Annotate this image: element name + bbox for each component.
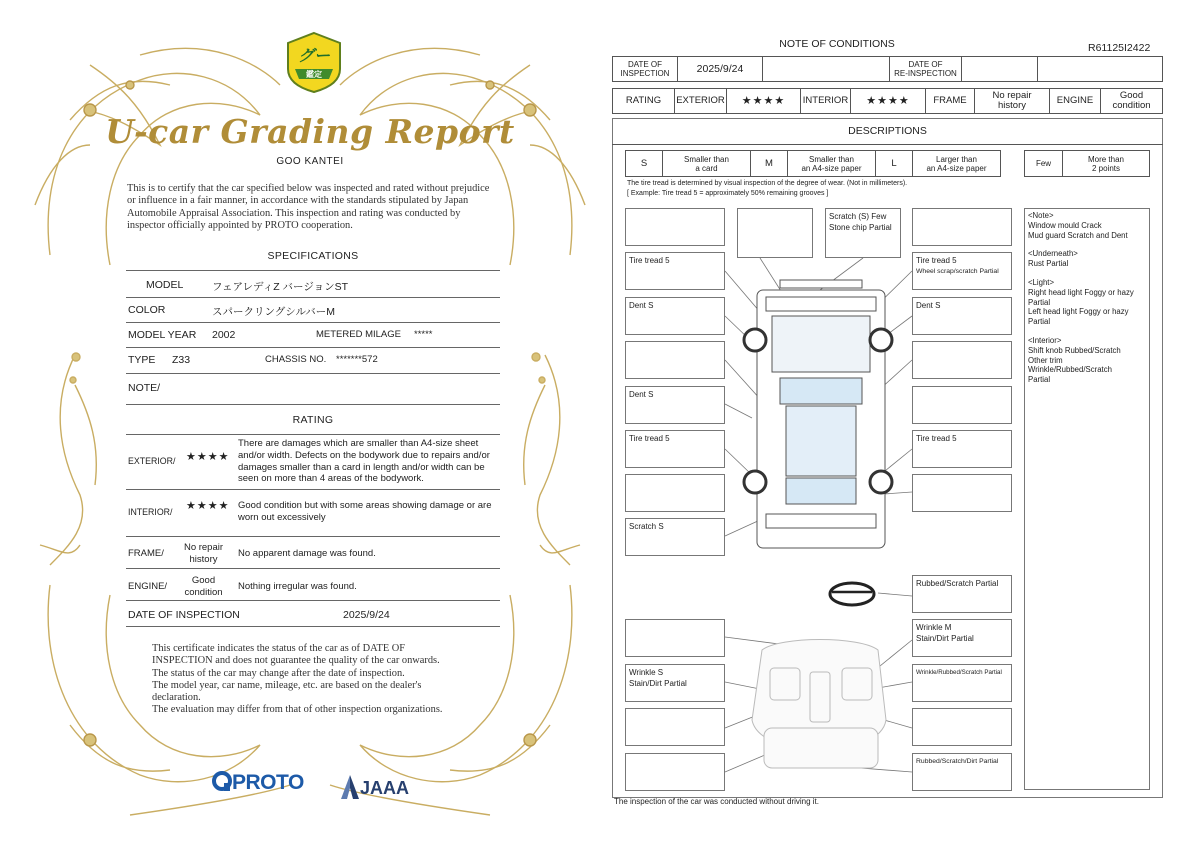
callout-right-tire-front-2: Wheel scrap/scratch Partial [916,268,999,275]
rating-heading: RATING [292,414,334,426]
light-heading: <Light> [1028,277,1055,287]
car-exterior-outline [757,280,885,548]
frame-value-line-2: history [189,553,218,565]
note-of-conditions-title: NOTE OF CONDITIONS [779,38,895,50]
divider [126,536,500,537]
grading-certificate [30,25,590,825]
legend-m-desc-2: an A4-size paper [801,163,862,173]
logos [212,769,412,799]
jaaa-logo-text: JAAA [360,778,410,798]
engine-value [1100,88,1163,114]
date-value: 2025/9/24 [343,609,390,621]
callout-top-center-1: Scratch (S) Few [829,212,887,221]
exterior-description: There are damages which are smaller than A4-size sheet and/or width. Defects on the bodywork due to repairs and/or damages smaller than a card in length and/or width can be seen on more than 4 areas of the bodywork. [238,438,490,485]
color-label: COLOR [128,304,166,316]
exterior-stars: ★★★★ [726,88,801,114]
callout-top-center-2: Stone chip Partial [829,223,892,232]
engine-label: ENGINE [1049,88,1101,114]
divider [126,270,500,271]
divider [126,322,500,323]
date-inspection-label [612,56,678,82]
callout-wrinkle-s-1: Wrinkle S [629,668,664,677]
legend-m-desc-1: Smaller than [809,154,854,164]
frame-value [176,542,231,565]
certificate-subtitle: GOO KANTEI [276,156,344,167]
engine-value [176,575,231,598]
legend-s-desc [662,150,751,177]
exterior-rating-row [126,437,500,489]
underneath-body: Rust Partial [1028,259,1069,269]
frame-value [974,88,1050,114]
jaaa-mark-icon [340,774,360,800]
reinspection-label-2: RE-INSPECTION [894,69,957,78]
footer-line: INSPECTION and does not guarantee the quality of the car onwards. [152,655,440,667]
divider [126,347,500,348]
rating-label: RATING [612,88,675,114]
divider [126,297,500,298]
reference-number: R61125I2422 [1088,42,1151,54]
certificate-title: U-car Grading Report [105,112,515,151]
interior-description: Good condition but with some areas showing damage or are worn out excessively [238,500,492,523]
callout-steering: Rubbed/Scratch Partial [912,575,1012,613]
blank-cell [762,56,890,82]
light-body: Right head light Foggy or hazy Partial Left head light Foggy or hazy Partial [1028,287,1134,327]
callout-left-dent-1: Dent S [625,297,725,335]
callout-left-tire-rear: Tire tread 5 [625,430,725,468]
model-value: フェアレディZ バージョンST [212,281,349,293]
legend-l-desc [912,150,1001,177]
steering-wheel-icon [830,583,874,605]
chassis-label: CHASSIS NO. [265,354,327,365]
callout-box [625,208,725,246]
blank-cell [1037,56,1163,82]
engine-value-line-1: Good [191,575,216,586]
legend-few: Few [1024,150,1063,177]
divider [126,373,500,374]
interior-rating-row [126,499,500,529]
date-inspection-label-1: DATE OF [627,60,663,69]
callout-box [625,708,725,746]
legend-l-desc-2: an A4-size paper [926,163,987,173]
engine-description: Nothing irregular was found. [238,581,357,592]
reinspection-value [961,56,1038,82]
specifications-heading: SPECIFICATIONS [267,250,359,262]
callout-left-dent-2: Dent S [625,386,725,424]
engine-value-line-2: condition [1112,100,1151,111]
frame-label: FRAME/ [128,548,164,559]
frame-description: No apparent damage was found. [238,548,376,559]
chassis-value: *******572 [336,354,378,365]
color-value: スパークリングシルバーM [212,306,336,318]
engine-label: ENGINE/ [128,581,168,592]
date-inspection-label-2: INSPECTION [620,69,670,78]
type-value: Z33 [172,354,191,366]
note-label: NOTE/ [128,382,161,394]
exterior-label: EXTERIOR [674,88,727,114]
divider [126,404,500,405]
certificate-intro: This is to certify that the car specified below was inspected and rated without prejudice or influence in a fair manner, in accordance with the standards stipulated by Japan Automobile Appraisal Association. This inspection and rating was conducted by inspector officially appointed by PROTO cooperation. [127,183,490,232]
divider [126,434,500,435]
callout-right-tire-front [912,252,1012,290]
callout-left-scratch: Scratch S [625,518,725,556]
footer-line: declaration. [152,692,201,704]
tire-tread-note-1: The tire tread is determined by visual inspection of the degree of wear. (Not in millimeters). [627,180,908,187]
callout-right-tire-front-1: Tire tread 5 [916,256,957,265]
legend-few-desc-1: More than [1087,154,1125,164]
legend-s: S [625,150,663,177]
callout-wrinkle-rubbed: Wrinkle/Rubbed/Scratch Partial [912,664,1012,702]
reinspection-label-1: DATE OF [908,60,943,69]
engine-value-line-1: Good [1119,90,1144,101]
reinspection-label [889,56,962,82]
callout-box [625,753,725,791]
legend-few-desc-2: 2 points [1091,163,1121,173]
inspection-footer-note: The inspection of the car was conducted without driving it. [614,797,819,806]
callout-box [625,341,725,379]
interior-body: Shift knob Rubbed/Scratch Other trim Wrinkle/Rubbed/Scratch Partial [1028,345,1121,385]
tire-tread-note-2: [ Example: Tire tread 5 = approximately 50% remaining grooves ] [627,189,829,197]
notes-box [1024,208,1150,790]
divider [126,489,500,490]
proto-logo-text: PROTO [232,771,304,794]
tire-tread-note [627,179,907,198]
legend-l: L [875,150,913,177]
footer-line: The model year, car name, mileage, etc. are based on the dealer's [152,679,422,691]
callout-box [912,341,1012,379]
svg-text:鑑定: 鑑定 [306,70,322,79]
callout-right-dent: Dent S [912,297,1012,335]
mileage-label: METERED MILAGE [316,329,401,340]
callout-wrinkle-m-1: Wrinkle M [916,623,952,632]
divider [126,600,500,601]
model-year-label: MODEL YEAR [128,329,197,341]
callout-top-center [825,208,901,258]
interior-stars: ★★★★ [850,88,926,114]
callout-box [912,474,1012,512]
callout-box [625,619,725,657]
goo-kantei-badge [285,31,343,93]
legend-m-desc [787,150,876,177]
proto-mark-icon [212,771,232,793]
callout-box [737,208,813,258]
date-label: DATE OF INSPECTION [128,609,240,621]
legend-l-desc-1: Larger than [936,154,977,164]
engine-value-line-2: condition [184,586,223,598]
jaaa-logo [340,774,409,800]
car-interior-outline [752,640,886,769]
note-body: Window mould Crack Mud guard Scratch and Dent [1028,220,1128,240]
frame-value-line-1: No repair [183,542,224,553]
footer-line: The evaluation may differ from that of other inspection organizations. [152,704,443,716]
frame-label: FRAME [925,88,975,114]
footer-line: The status of the car may change after the date of inspection. [152,667,405,679]
engine-rating-row [126,574,500,602]
legend-s-desc-2: a card [695,163,718,173]
callout-wrinkle-m-2: Stain/Dirt Partial [916,634,974,643]
interior-label: INTERIOR/ [128,507,173,517]
callout-box [912,208,1012,246]
type-label: TYPE [128,354,156,366]
exterior-stars: ★★★★ [186,451,230,463]
model-year-value: 2002 [212,329,236,341]
interior-label: INTERIOR [800,88,851,114]
frame-rating-row [126,541,500,569]
note-heading: <Note> [1028,211,1054,220]
exterior-label: EXTERIOR/ [128,456,176,466]
legend-few-desc [1062,150,1150,177]
callout-right-tire-rear: Tire tread 5 [912,430,1012,468]
footer-line: This certificate indicates the status of the car as of DATE OF [152,643,406,654]
underneath-heading: <Underneath> [1028,249,1078,259]
callout-wrinkle-s-2: Stain/Dirt Partial [629,679,687,688]
frame-value-line-2: history [998,100,1026,111]
callout-rubbed-dirt: Rubbed/Scratch/Dirt Partial [912,753,1012,791]
mileage-value: ***** [414,329,433,340]
divider [126,626,500,627]
date-inspection-value: 2025/9/24 [677,56,763,82]
divider [126,568,500,569]
proto-logo [212,771,304,795]
interior-stars: ★★★★ [186,500,230,512]
frame-value-line-1: No repair [992,90,1032,101]
legend-s-desc-1: Smaller than [684,154,729,164]
svg-text:グー: グー [297,46,331,65]
callout-left-tire-front: Tire tread 5 [625,252,725,290]
callout-box [625,474,725,512]
callout-wrinkle-s [625,664,725,702]
interior-heading: <Interior> [1028,335,1062,345]
legend-m: M [750,150,788,177]
certificate-footer [152,643,492,717]
callout-box [912,386,1012,424]
descriptions-heading: DESCRIPTIONS [612,118,1163,145]
callout-wrinkle-m [912,619,1012,657]
callout-box [912,708,1012,746]
model-label: MODEL [146,279,184,291]
